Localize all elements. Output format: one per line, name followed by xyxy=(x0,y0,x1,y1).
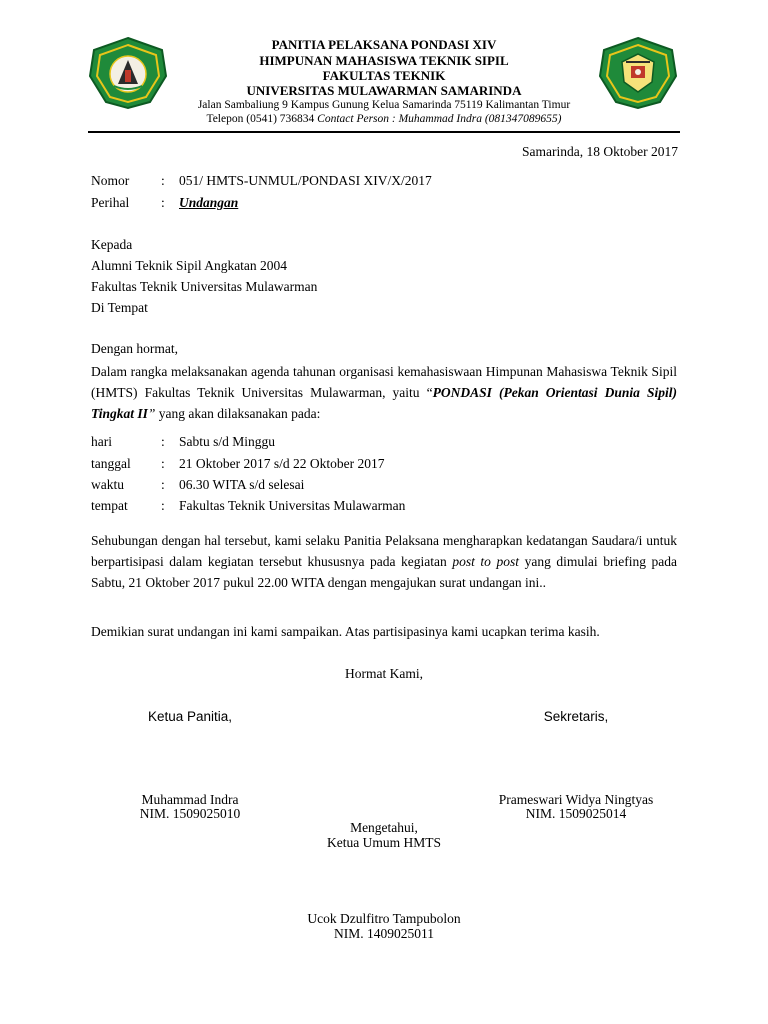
perihal-value: Undangan xyxy=(179,195,239,210)
schedule-label: waktu xyxy=(91,477,124,492)
body-paragraph-2-end: yang dimulai briefing pada Sabtu, 21 Oktober 2017 pukul 22.00 WITA dengan mengajukan surat undangan ini.. xyxy=(91,554,677,590)
body-paragraph-1 xyxy=(91,361,677,424)
left-signer-role: Ketua Panitia, xyxy=(147,709,233,724)
body-paragraph-2-start: Sehubungan dengan hal tersebut, kami selaku Panitia Pelaksana mengharapkan kedatangan Saudara/i untuk berpartisipasi dalam kegiatan tersebut khususnya pada kegiatan xyxy=(91,533,677,569)
recipient-line-1: Kepada xyxy=(91,237,133,252)
schedule-label: tempat xyxy=(91,498,128,513)
schedule-label: tanggal xyxy=(91,456,131,471)
recipient-line-2: Alumni Teknik Sipil Angkatan 2004 xyxy=(91,258,288,273)
chair-nim: NIM. 1409025011 xyxy=(334,926,434,941)
schedule-label: hari xyxy=(91,434,112,449)
right-signer-role: Sekretaris, xyxy=(543,709,609,724)
letterhead-address: Jalan Sambaliung 9 Kampus Gunung Kelua Samarinda 75119 Kalimantan Timur xyxy=(197,99,571,111)
closing-greeting: Hormat Kami, xyxy=(345,666,423,681)
body-paragraph-2 xyxy=(91,530,677,593)
salutation: Dengan hormat, xyxy=(91,341,178,356)
left-signer-name: Muhammad Indra xyxy=(141,792,239,807)
letterhead-contact: Contact Person : Muhammad Indra (081347089655) xyxy=(317,113,562,125)
event-name-close-quote: ” xyxy=(147,406,156,421)
chair-name: Ucok Dzulfitro Tampubolon xyxy=(307,911,461,926)
letterhead-phone: Telepon (0541) 736834 xyxy=(206,113,318,125)
schedule-colon: : xyxy=(161,456,165,471)
schedule-colon: : xyxy=(161,434,165,449)
letterhead-divider xyxy=(88,131,680,133)
left-signer-nim: NIM. 1509025010 xyxy=(139,806,241,821)
body-paragraph-1-intro: Dalam rangka melaksanakan agenda tahunan organisasi kemahasiswaan Himpunan Mahasiswa Teknik Sipil (HMTS) Fakultas Teknik Universitas Mulawarman, yaitu “ xyxy=(91,364,677,400)
letterhead-line-3: FAKULTAS TEKNIK xyxy=(322,68,446,83)
body-paragraph-3: Demikian surat undangan ini kami sampaikan. Atas partisipasinya kami ucapkan terima kasih. xyxy=(91,624,600,639)
nomor-value: 051/ HMTS-UNMUL/PONDASI XIV/X/2017 xyxy=(179,173,432,188)
schedule-colon: : xyxy=(161,477,165,492)
schedule-value: Sabtu s/d Minggu xyxy=(179,434,276,449)
letter-date: Samarinda, 18 Oktober 2017 xyxy=(522,144,678,159)
schedule-colon: : xyxy=(161,498,165,513)
letterhead-line-1: PANITIA PELAKSANA PONDASI XIV xyxy=(271,37,497,52)
acknowledge-label: Mengetahui, xyxy=(350,820,418,835)
perihal-colon: : xyxy=(161,195,165,210)
right-signer-name: Prameswari Widya Ningtyas xyxy=(498,792,654,807)
perihal-label: Perihal xyxy=(91,195,130,210)
schedule-value: Fakultas Teknik Universitas Mulawarman xyxy=(179,498,406,513)
recipient-line-3: Fakultas Teknik Universitas Mulawarman xyxy=(91,279,318,294)
letterhead-line-2: HIMPUNAN MAHASISWA TEKNIK SIPIL xyxy=(259,53,509,68)
body-paragraph-1-end: yang akan dilaksanakan pada: xyxy=(155,406,321,421)
activity-name: post to post xyxy=(452,554,520,569)
letterhead-phone-line xyxy=(0,113,768,125)
letterhead-line-4: UNIVERSITAS MULAWARMAN SAMARINDA xyxy=(246,83,522,98)
event-name: PONDASI (Pekan Orientasi Dunia Sipil) Tingkat II xyxy=(91,385,677,421)
nomor-colon: : xyxy=(161,173,165,188)
acknowledge-role: Ketua Umum HMTS xyxy=(327,835,441,850)
recipient-line-4: Di Tempat xyxy=(91,300,148,315)
right-signer-nim: NIM. 1509025014 xyxy=(525,806,627,821)
schedule-value: 21 Oktober 2017 s/d 22 Oktober 2017 xyxy=(179,456,385,471)
nomor-label: Nomor xyxy=(91,173,130,188)
schedule-value: 06.30 WITA s/d selesai xyxy=(179,477,305,492)
